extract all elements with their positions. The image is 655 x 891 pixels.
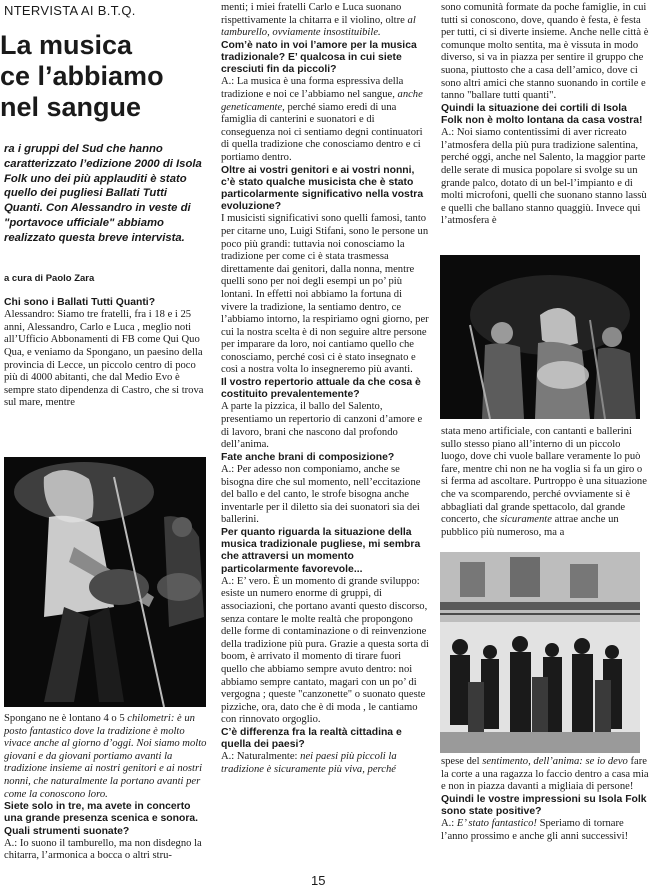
answer-3 [221, 76, 429, 164]
answer-6: A.: Per adesso non componiamo, anche se bisogna dire che sul momento, nell’eccitazione del ballo e del canto, le strofe bisogna anche inventarle per il diletto sia dei suonatori sia dei ballerini. [221, 464, 421, 526]
answer-9-final-italic: sentimento, dell’anima: se io devo [482, 756, 628, 767]
question-7: Per quanto riguarda la situazione della musica tradizionale pugliese, mi sembra che attraversi un momento particolarmente favorevole... [221, 527, 421, 575]
headline-line-2: ce l’abbiamo [0, 61, 164, 91]
answer-1: Alessandro: Siamo tre fratelli, fra i 18 e i 25 anni, Alessandro, Carlo e Luca , meglio noti all’Ufficio Abbonamenti di FB come Qui Quo Qua, e veniamo da Spongano, un paesino della provincia di Lecce, un piccolo centro di poco più di 4000 abitanti, che dal Medio Evo è sempre stato dipendenza di Castro, che si trova sul mare, mentre [4, 309, 204, 409]
article-byline: a cura di Paolo Zara [4, 273, 95, 284]
answer-9-final-rest: fare la corte a una ragazza lo faccio dentro a casa mia e non in piazza davanti a migliaia di persone! [441, 756, 649, 793]
answer-4: I musicisti significativi sono quelli famosi, tanto per citarne uno, Luigi Stifani, sono le persone un poco più grandi: tuttavia noi conosciamo la tradizione per come ci è stata trasmessa direttamente dai genitori, dalla nonna, mentre quelli sono per noi degli esempi un po’ più lontani. In effetti noi abbiamo la fortuna di vivere la tradizione, la sentiamo dentro, ce l’abbiamo intorno, la respiriamo ogni giorno, per cui la nostra scelta è di non seguire altre persone per imparare da loro, noi cantiamo quello che conosciamo, perché così ci è stato insegnato e così a nostra volta lo insegneremo più avanti. [221, 213, 429, 376]
question-8: C’è differenza fra la realtà cittadina e quella dei paesi? [221, 726, 402, 751]
answer-2: A.: Io suono il tamburello, ma non disdegno la chitarra, l’armonica a bocca o altri stru- [4, 837, 202, 862]
answer-9-continued-end: attrae anche un pubblico più numeroso, ma a [441, 514, 619, 538]
answer-9-continued-normal: stata meno artificiale, con cantanti e ballerini sullo stesso piano all’interno di un piccolo luogo, dove chi vuole ballare veramente lo può fare, mentre chi non ne ha voglia si fa un giro o si ferma ad ascoltare. Purtroppo è una situazione che va scomparendo, perché ovviamente si è abbagliati dal grande spettacolo, dal grande concerto, che [441, 426, 647, 526]
answer-2-continued-normal: menti; i miei fratelli Carlo e Luca suonano rispettivamente la chitarra e il violino, oltre [221, 2, 405, 26]
answer-9: A.: Noi siamo contentissimi di aver ricreato l’atmosfera della più pura tradizione salentina, perché oggi, anche nel Salento, la maggior parte delle serate di musica popolare si svolge su un grande palco, dotato di un bel-l’impianto e di molti microfoni, quelli che suonano stanno lassù e quelli che ballano stanno quaggiù. Invece qui l’atmosfera è [441, 127, 647, 227]
answer-3-part-2: perché siamo eredi di una famiglia di canterini e suonatori e di conseguenza noi ci sentiamo degni continuatori di quella tradizione che conosciamo dentro e ci portiamo dentro. [221, 101, 423, 163]
question-5: Il vostro repertorio attuale da che cosa è costituito prevalentemente? [221, 377, 421, 401]
answer-9-final-normal: spese del [441, 756, 480, 767]
headline-line-3: nel sangue [0, 92, 142, 122]
article-headline [0, 30, 210, 123]
answer-8-continued: sono comunità formate da poche famiglie, in cui tutti si conoscono, dove, quando è festa, è festa per tutti, ci si diverte insieme. Anche nelle città è comunque molto sentita, ma è vissuta in modo diverso, si va in piazza per sentire il gruppo che suona, piuttosto che a casa dell’amico, dove ci sono altri amici che stanno suonando in cortile e tanno "ballare tutti quanti". [441, 2, 649, 102]
answer-10 [441, 818, 649, 843]
answer-9-continued [441, 426, 649, 539]
section-kicker: NTERVISTA AI B.T.Q. [4, 3, 136, 18]
answer-5: A parte la pizzica, il ballo del Salento, presentiamo un repertorio di canzoni d’amore e di lavoro, brani che nascono dal profondo dell’anima. [221, 401, 423, 451]
question-3: Com’è nato in voi l’amore per la musica tradizionale? E’ qualcosa in cui siete cresciuti fin da piccoli? [221, 39, 417, 76]
question-2: Siete solo in tre, ma avete in concerto una grande presenza scenica e sonora. Quali strumenti suonate? [4, 801, 199, 837]
headline-line-1: La musica [0, 30, 133, 60]
answer-9-final [441, 756, 649, 794]
answer-9-continued-italic: sicuramente [500, 514, 552, 526]
answer-10-italic: E’ stato fantastico! [456, 818, 537, 830]
question-1: Chi sono i Ballati Tutti Quanti? [4, 297, 156, 308]
page-number: 15 [311, 873, 326, 888]
answer-8 [221, 751, 429, 776]
question-10: Quindi le vostre impressioni su Isola Folk sono state positive? [441, 793, 647, 817]
concert-photo-band [440, 255, 640, 419]
answer-2-continued [221, 2, 429, 40]
answer-1-continued-italic: chilometri: è un posto fantastico dove la tradizione è molto vivace anche al giorno d’oggi. Noi siamo molto giovani e da giovani portiamo avanti la tradizione insieme ai nostri genitori e ai nostri nonni, che naturalmente la portano avanti per come la conoscono loro. [4, 713, 207, 800]
concert-photo-guitarist [4, 457, 206, 707]
question-4: Oltre ai vostri genitori e ai vostri nonni, c’è stato qualche musicista che è stato particolarmente significativo nella vostra evoluzione? [221, 164, 424, 213]
courtyard-crowd-photo [440, 552, 640, 753]
article-lede: ra i gruppi del Sud che hanno caratterizzato l’edizione 2000 di Isola Folk uno dei più applauditi è stato quello dei pugliesi Ballati Tutti Quanti. Con Alessandro in veste di "portavoce ufficiale" abbiamo realizzato questa breve intervista. [4, 143, 202, 244]
answer-8-normal: A.: Naturalmente: [221, 751, 298, 763]
answer-10-normal: A.: [441, 818, 455, 830]
answer-10-rest: Speriamo di tornare l’anno prossimo e anche gli anni successivi! [441, 818, 629, 842]
answer-7: A.: E’ vero. È un momento di grande sviluppo: esiste un numero enorme di gruppi, di associazioni, che portano avanti questo discorso, senza contare le molte realtà che propongono delle forme di contaminazione o di reinvenzione della tradizione più pura. Grazie a questa sorta di boom, è arrivato il momento di tirare fuori quello che abbiamo sempre avuto dentro: noi abbiamo sempre cantato, magari con un po’ di vergogna ; queste "canzonette" o suonato queste pizziche, ora, dato che è di moda , le cantiamo con rinnovato orgoglio. [221, 575, 429, 726]
answer-2-continued-italic: al tamburello, ovviamente insostituibile. [221, 14, 416, 39]
question-6: Fate anche brani di composizione? [221, 451, 395, 463]
answer-1-continued-normal: Spongano ne è lontano 4 o 5 [4, 713, 125, 724]
question-9: Quindi la situazione dei cortili di Isola Folk non è molto lontana da casa vostra! [441, 102, 643, 126]
answer-1-continued [4, 713, 210, 801]
answer-3-part-1: A.: La musica è una forma espressiva della tradizione e noi ce l’abbiamo nel sangue, [221, 76, 404, 100]
answer-8-italic: nei paesi più piccoli la tradizione è sicuramente più viva, perché [221, 751, 397, 775]
answer-3-italic: anche geneticamente, [221, 88, 423, 113]
